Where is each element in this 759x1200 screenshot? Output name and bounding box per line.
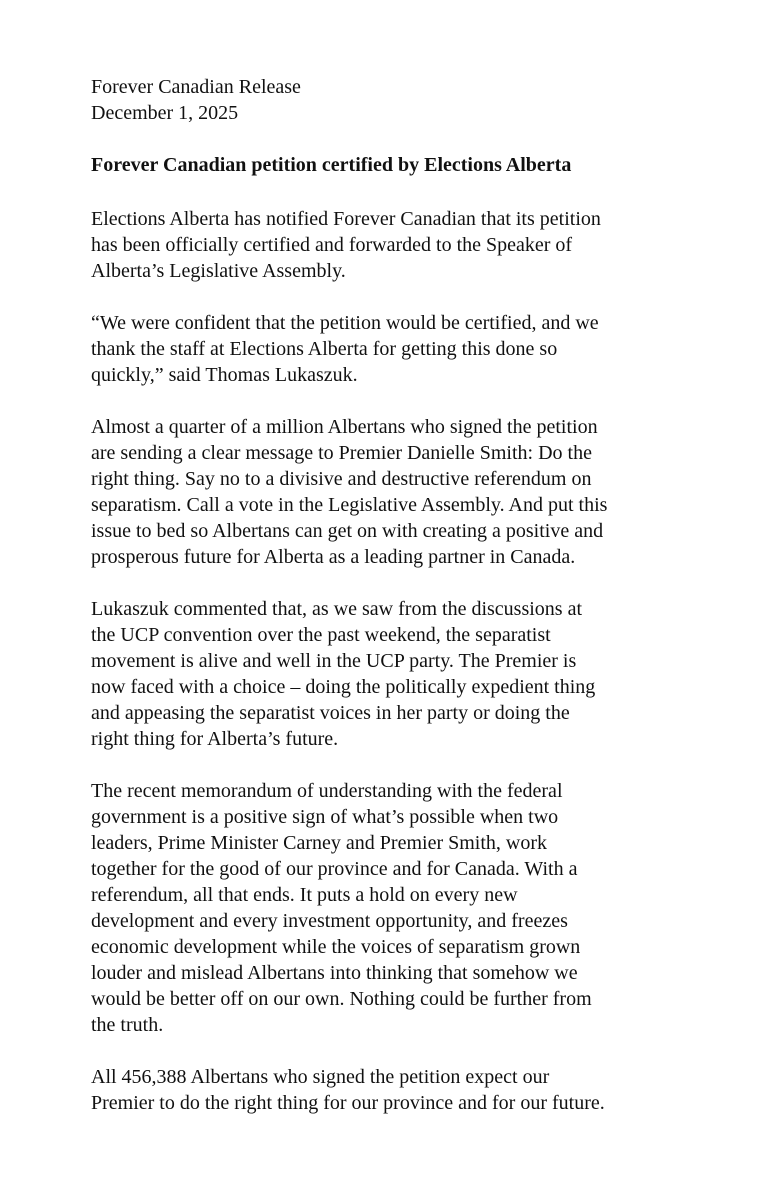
release-header — [91, 74, 699, 126]
release-date: December 1, 2025 — [91, 102, 239, 124]
paragraph-memorandum: The recent memorandum of understanding with the federal government is a positive sign of what’s possible when two leaders, Prime Minister Carney and Premier Smith, work together for the good of our province and for Canada. With a referendum, all that ends. It puts a hold on every new development and every investment opportunity, and freezes economic development while the voices of separatism grown louder and mislead Albertans into thinking that somehow we would be better off on our own. Nothing could be further from the truth. — [91, 780, 592, 1036]
paragraph-quote: “We were confident that the petition would be certified, and we thank the staff at Elections Alberta for getting this done so quickly,” said Thomas Lukaszuk. — [91, 312, 599, 386]
paragraph-certification: Elections Alberta has notified Forever Canadian that its petition has been officially certified and forwarded to the Speaker of Alberta’s Legislative Assembly. — [91, 208, 601, 282]
paragraph-commentary: Lukaszuk commented that, as we saw from the discussions at the UCP convention over the past weekend, the separatist movement is alive and well in the UCP party. The Premier is now faced with a choice – doing the politically expedient thing and appeasing the separatist voices in her party or doing the right thing for Alberta’s future. — [91, 598, 596, 750]
paragraph-closing: All 456,388 Albertans who signed the petition expect our Premier to do the right thing for our province and for our future. — [91, 1066, 605, 1114]
paragraph-message: Almost a quarter of a million Albertans who signed the petition are sending a clear message to Premier Danielle Smith: Do the right thing. Say no to a divisive and destructive referendum on separatism. Call a vote in the Legislative Assembly. And put this issue to bed so Albertans can get on with creating a positive and prosperous future for Alberta as a leading partner in Canada. — [91, 416, 608, 568]
release-headline: Forever Canadian petition certified by Elections Alberta — [91, 154, 572, 176]
release-org-line: Forever Canadian Release — [91, 76, 301, 98]
